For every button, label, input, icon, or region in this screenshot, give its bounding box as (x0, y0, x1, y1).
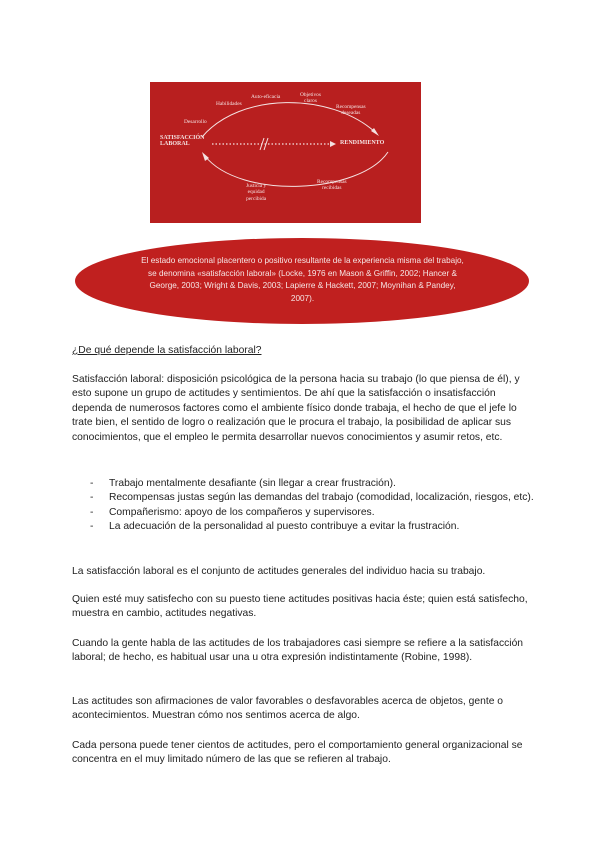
label-recompensas-deseadas: Recompensas deseadas (336, 104, 366, 117)
paragraph-robine: Cuando la gente habla de las actitudes de los trabajadores casi siempre se refiere a la satisfacción laboral; de hecho, es habitual usar una u otra expresión indistintamente (Robine, 1998). (72, 638, 524, 664)
paragraph-definition: Satisfacción laboral: disposición psicológica de la persona hacia su trabajo (lo que piensa de él), y esto supone un grupo de actitudes y sentimientos. De ahí que la satisfacción o insatisfacción dependa de numerosos factores como el ambiente físico donde trabaja, el hecho de que el jefe lo trate bien, el sentido de logro o realización que le procura el trabajo, la posibilidad de aplicar sus conocimientos, que el empleo le permita desarrollar nuevos conocimientos y asumir retos, etc. (72, 374, 520, 443)
lower-arc (205, 152, 388, 186)
bullet-marker: - (90, 492, 94, 504)
label-satisfaccion-laboral: SATISFACCIÓN LABORAL (160, 135, 205, 148)
paragraph-organizational: Cada persona puede tener cientos de actitudes, pero el comportamiento general organizacional se concentra en el muy limitado número de las que se refieren al trabajo. (72, 740, 523, 766)
list-item (72, 491, 534, 505)
bullet-marker: - (90, 478, 94, 489)
satisfaction-performance-diagram (150, 82, 421, 223)
label-habilidades: Habilidades (216, 101, 242, 107)
list-item-text: Compañerismo: apoyo de los compañeros y supervisores. (109, 506, 375, 518)
bullet-marker: - (90, 506, 94, 518)
break-mark-1 (260, 138, 264, 150)
list-item (72, 520, 534, 534)
label-objetivos: Objetivos claros (300, 92, 321, 105)
list-item-text: Trabajo mentalmente desafiante (sin llegar a crear frustración). (109, 478, 396, 489)
list-item-text: Recompensas justas según las demandas del trabajo (comodidad, localización, riesgos, etc). (109, 492, 534, 504)
list-item (72, 506, 534, 520)
bullet-marker: - (90, 521, 94, 533)
middle-arrowhead (330, 141, 336, 147)
diagram-arrows (150, 82, 421, 223)
paragraph-attitudes-general: La satisfacción laboral es el conjunto de actitudes generales del individuo hacia su trabajo. (72, 566, 486, 577)
factors-list (72, 477, 534, 535)
label-rendimiento: RENDIMIENTO (340, 140, 385, 146)
label-autoeficacia: Auto-eficacia (251, 94, 281, 100)
list-item (72, 477, 534, 491)
paragraph-attitudes-definition: Las actitudes son afirmaciones de valor favorables o desfavorables acerca de objetos, gente o acontecimientos. Muestran cómo nos sentimos acerca de algo. (72, 696, 504, 722)
section-heading: ¿De qué depende la satisfacción laboral? (72, 345, 262, 356)
list-item-text: La adecuación de la personalidad al puesto contribuye a evitar la frustración. (109, 521, 460, 533)
label-justicia: Justicia y equidad percibida (246, 183, 267, 202)
label-desarrollo: Desarrollo (184, 119, 207, 125)
paragraph-satisfied: Quien esté muy satisfecho con su puesto tiene actitudes positivas hacia éste; quien está satisfecho, muestra en cambio, actitudes negativas. (72, 594, 528, 620)
definition-text: El estado emocional placentero o positivo resultante de la experiencia misma del trabajo, se denomina «satisfacción laboral» (Locke, 1976 en Mason & Griffin, 2002; Hancer & George, 2003; Wright & Davis, 2003; Lapierre & Hackett, 2007; Moynihan & Pandey, 2007). (141, 256, 464, 303)
label-recompensas-recibidas: Recompensas recibidas (317, 179, 347, 192)
